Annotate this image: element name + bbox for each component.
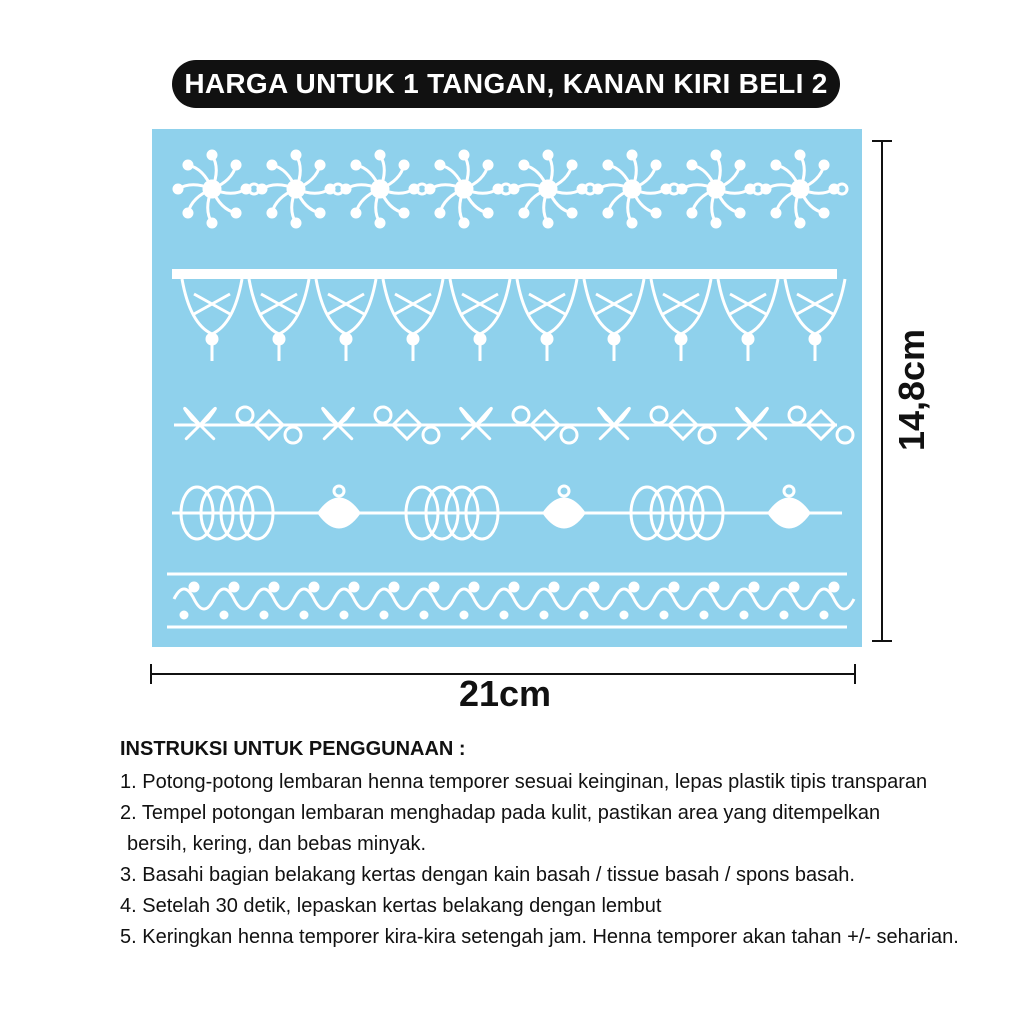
instruction-step: 1. Potong-potong lembaran henna temporer sesuai keinginan, lepas plastik tipis transparan [120, 771, 928, 793]
sheet-code: W-310 [936, 469, 960, 488]
instructions-title: INSTRUKSI UNTUK PENGGUNAAN : [120, 738, 466, 760]
price-banner: HARGA UNTUK 1 TANGAN, KANAN KIRI BELI 2 [172, 60, 840, 108]
instruction-step: 3. Basahi bagian belakang kertas dengan kain basah / tissue basah / spons basah. [120, 864, 855, 886]
instruction-step: 2. Tempel potongan lembaran menghadap pada kulit, pastikan area yang ditempelkan [120, 802, 881, 824]
henna-pattern-art [152, 129, 862, 647]
instruction-step: 5. Keringkan henna temporer kira-kira setengah jam. Henna temporer akan tahan +/- seharian. [120, 926, 959, 948]
instruction-step: bersih, kering, dan bebas minyak. [127, 833, 427, 855]
instruction-step: 4. Setelah 30 detik, lepaskan kertas belakang dengan lembut [120, 895, 662, 917]
width-label: 21cm [458, 673, 552, 714]
height-dimension-line [872, 140, 892, 642]
height-label: 14,8cm [891, 328, 932, 452]
instructions [120, 734, 1000, 953]
